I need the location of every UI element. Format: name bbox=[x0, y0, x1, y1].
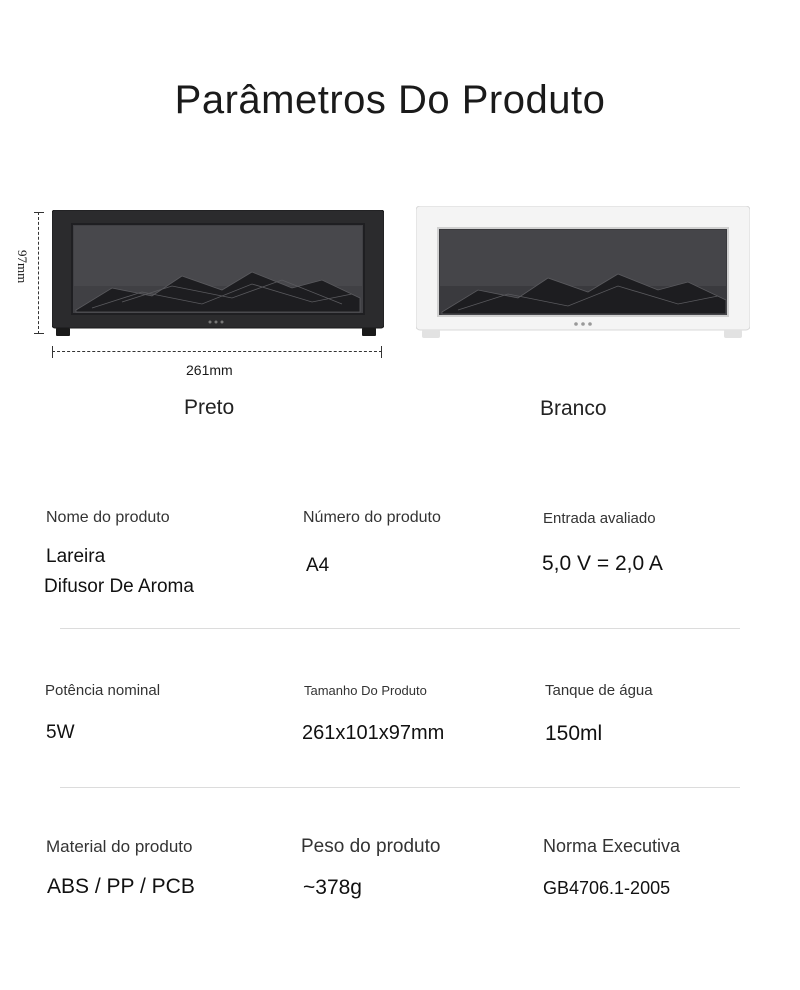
spec-value-weight: ~378g bbox=[303, 876, 362, 899]
spec-label-water-tank: Tanque de água bbox=[545, 682, 653, 699]
spec-value-product-name-line2: Difusor De Aroma bbox=[44, 576, 194, 597]
spec-label-rated-power: Potência nominal bbox=[45, 682, 161, 699]
spec-label-product-size: Tamanho Do Produto bbox=[304, 683, 427, 698]
spec-label-product-name: Nome do produto bbox=[46, 509, 170, 526]
row-divider-1 bbox=[60, 628, 740, 629]
page-title: Parâmetros Do Produto bbox=[174, 78, 606, 122]
spec-label-weight: Peso do produto bbox=[301, 836, 441, 857]
width-dimension-label: 261mm bbox=[186, 362, 233, 378]
product-image-white bbox=[416, 206, 750, 338]
spec-value-rated-input: 5,0 V = 2,0 A bbox=[542, 552, 663, 575]
spec-value-rated-power: 5W bbox=[46, 722, 75, 743]
spec-value-standard: GB4706.1-2005 bbox=[543, 878, 671, 898]
spec-value-product-name-line1: Lareira bbox=[46, 546, 106, 567]
spec-label-standard: Norma Executiva bbox=[543, 836, 681, 856]
height-dimension-label: 97mm bbox=[15, 250, 30, 284]
spec-label-material: Material do produto bbox=[46, 837, 193, 856]
variant-label-white: Branco bbox=[540, 397, 607, 420]
spec-value-product-number: A4 bbox=[306, 555, 330, 576]
spec-value-product-size: 261x101x97mm bbox=[302, 722, 445, 744]
height-dimension-line bbox=[38, 212, 49, 334]
width-dimension-line bbox=[52, 351, 382, 352]
row-divider-2 bbox=[60, 787, 740, 788]
spec-value-material: ABS / PP / PCB bbox=[47, 875, 195, 898]
spec-value-water-tank: 150ml bbox=[545, 722, 603, 745]
variant-label-black: Preto bbox=[184, 396, 235, 419]
spec-label-rated-input: Entrada avaliado bbox=[543, 510, 656, 527]
product-image-black bbox=[52, 210, 384, 336]
spec-label-product-number: Número do produto bbox=[303, 509, 441, 526]
